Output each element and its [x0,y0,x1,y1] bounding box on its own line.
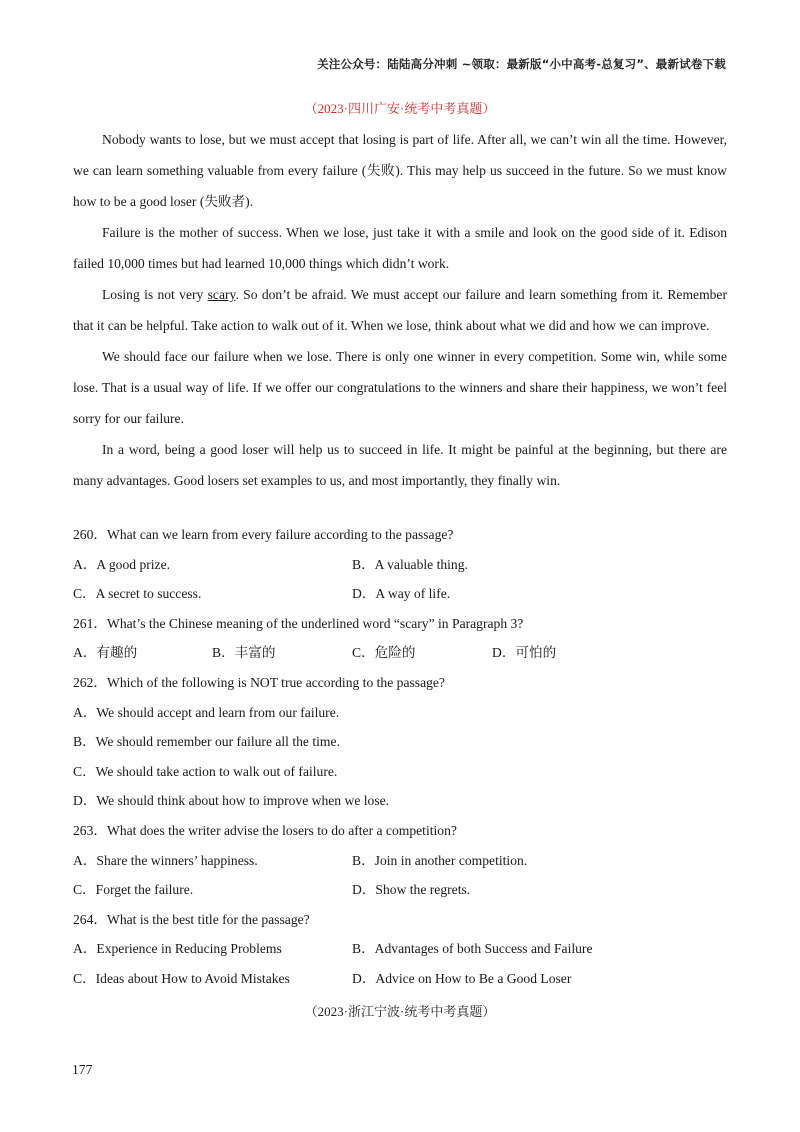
question-264-options-row-1 [73,934,733,964]
page-number: 177 [72,1062,93,1077]
question-list [73,520,733,994]
question-261-option-c[interactable]: C．危险的 [352,645,416,661]
question-261-option-d[interactable]: D．可怕的 [492,645,557,661]
question-264-option-c[interactable]: C．Ideas about How to Avoid Mistakes [73,970,290,986]
passage-paragraph-4: We should face our failure when we lose. There is only one winner in every competition. Some win, while some lose. That is a usual way of life. If we offer our congratulations to the winners and share their happiness, we won’t feel sorry for our failure. [73,349,727,426]
question-261-stem: 261．What’s the Chinese meaning of the underlined word “scary” in Paragraph 3? [73,615,524,631]
question-262-option-a[interactable]: A．We should accept and learn from our failure. [73,704,340,720]
passage-paragraph-3 [73,279,727,341]
question-263-option-c[interactable]: C．Forget the failure. [73,882,194,898]
paragraph-3-lead: Losing is not very [102,287,208,302]
question-264-stem: 264．What is the best title for the passage? [73,911,310,927]
question-263-options-row-2 [73,875,733,905]
underlined-word-scary: scary [207,287,236,302]
question-262-option-c[interactable]: C．We should take action to walk out of failure. [73,763,338,779]
question-263-stem: 263．What does the writer advise the losers to do after a competition? [73,822,457,838]
question-263-option-a[interactable]: A．Share the winners’ happiness. [73,852,258,868]
page-header: 关注公众号：陆陆高分冲刺 ~领取：最新版“小中高考-总复习”、最新试卷下载 [317,57,726,71]
question-260-options-row-2 [73,579,733,609]
question-262-stem: 262．Which of the following is NOT true according to the passage? [73,674,445,690]
question-264-option-b[interactable]: B．Advantages of both Success and Failure [352,941,593,957]
question-260-option-a[interactable]: A．A good prize. [73,556,171,572]
source-label-bottom: （2023·浙江宁波·统考中考真题） [304,1004,496,1019]
question-260-option-b[interactable]: B．A valuable thing. [352,556,468,572]
question-264-option-d[interactable]: D．Advice on How to Be a Good Loser [352,970,572,986]
question-261-option-b[interactable]: B．丰富的 [212,645,276,661]
reading-passage [73,124,727,496]
question-264-option-a[interactable]: A．Experience in Reducing Problems [73,941,282,957]
passage-paragraph-5: In a word, being a good loser will help us to succeed in life. It might be painful at the beginning, but there are many advantages. Good losers set examples to us, and most importantly, they finally win. [73,442,727,488]
question-261-options-row [73,638,733,668]
question-262-option-d[interactable]: D．We should think about how to improve when we lose. [73,793,390,809]
question-260-options-row-1 [73,550,733,580]
question-261-option-a[interactable]: A．有趣的 [73,645,138,661]
question-264-options-row-2 [73,964,733,994]
paragraph-3-rest: . So don’t be afraid. We must accept our failure and learn something from it. Remember that it can be helpful. Take action to walk out of it. When we lose, think about what we did and how we can improve. [73,287,727,333]
passage-paragraph-2: Failure is the mother of success. When we lose, just take it with a smile and look on the good side of it. Edison failed 10,000 times but had learned 10,000 things which didn’t work. [73,225,727,271]
question-263-option-b[interactable]: B．Join in another competition. [352,852,528,868]
question-260-option-d[interactable]: D．A way of life. [352,586,451,602]
question-263-options-row-1 [73,846,733,876]
source-label-top: （2023·四川广安·统考中考真题） [304,101,496,116]
question-260-stem: 260．What can we learn from every failure according to the passage? [73,527,454,542]
question-263-option-d[interactable]: D．Show the regrets. [352,882,471,898]
question-260-option-c[interactable]: C．A secret to success. [73,586,202,602]
passage-paragraph-1: Nobody wants to lose, but we must accept that losing is part of life. After all, we can’t win all the time. However, we can learn something valuable from every failure (失败). This may help us succeed in the future. So we must know how to be a good loser (失败者). [73,132,727,209]
question-262-option-b[interactable]: B．We should remember our failure all the time. [73,734,340,750]
